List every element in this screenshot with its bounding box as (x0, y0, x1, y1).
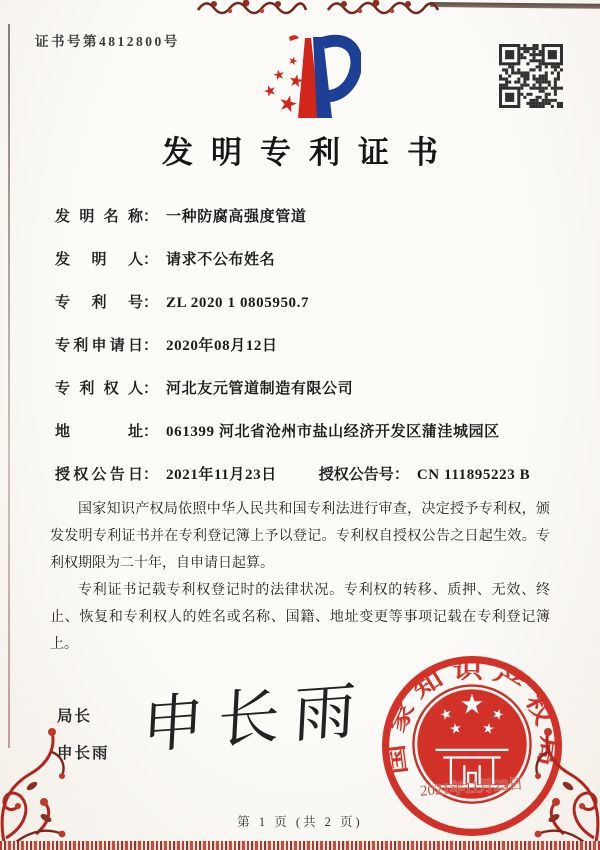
seal-date: 2021年11月23日 (419, 776, 524, 800)
corner-ornament-right (496, 726, 600, 844)
legal-text (50, 496, 550, 658)
corner-ornament-left (0, 726, 104, 844)
field-colon: ： (143, 338, 159, 354)
field-label: 专利申请日 (55, 338, 143, 354)
field-colon: ： (143, 381, 159, 397)
page-title: 发明专利证书 (162, 135, 456, 170)
field-value: 一种防腐高强度管道 (166, 209, 307, 225)
field-row-patent-number (55, 292, 555, 315)
field-label: 发明名称 (55, 209, 143, 225)
field-row-patentee (55, 378, 555, 401)
field-colon: ： (143, 252, 159, 268)
scrollwork-icon (196, 0, 440, 18)
field-label: 地址 (55, 424, 143, 440)
field-colon: ： (143, 424, 159, 440)
field-row-inventor (55, 249, 555, 272)
field-label: 授权公告号 (318, 467, 394, 483)
field-list (55, 206, 555, 507)
field-label: 授权公告日 (55, 467, 143, 483)
field-row-filing-date (55, 335, 555, 358)
signature-handwriting: 申长雨 (140, 676, 372, 762)
signer-name: 申长雨 (57, 745, 110, 762)
field-value: ZL 2020 1 0805950.7 (166, 295, 310, 311)
qr-code (499, 44, 563, 108)
field-value: 河北友元管道制造有限公司 (166, 381, 354, 397)
top-edge-shadow-line (430, 2, 600, 9)
flourish-icon (496, 726, 600, 844)
signer-title: 局长 (57, 708, 93, 725)
top-scrollwork-ornament (196, 0, 440, 18)
field-value: CN 111895223 B (416, 467, 531, 483)
seal-ring-text: 国家知识产权局 (386, 660, 559, 776)
field-row-grant (55, 464, 555, 487)
field-value: 061399 河北省沧州市盐山经济开发区蒲洼城园区 (166, 424, 500, 440)
grant-number-pair (319, 467, 530, 483)
certificate-number: 证书号第4812800号 (35, 34, 180, 49)
field-colon: ： (143, 467, 159, 483)
flourish-icon (0, 726, 104, 844)
cnipa-logo-icon (243, 34, 361, 122)
field-value: 请求不公布姓名 (166, 252, 276, 268)
legal-paragraph-1: 国家知识产权局依照中华人民共和国专利法进行审查，决定授予专利权，颁发发明专利证书并在专利登记簿上予以登记。专利权自授权公告之日起生效。专利权期限为二十年，自申请日起算。 (50, 502, 550, 572)
field-label: 专利权人 (55, 381, 143, 397)
legal-paragraph-2: 专利证书记载专利权登记时的法律状况。专利权的转移、质押、无效、终止、恢复和专利权人的姓名或名称、国籍、地址变更等事项记载在专利登记簿上。 (50, 583, 550, 653)
field-label: 发明人 (55, 252, 143, 268)
field-colon: ： (143, 209, 159, 225)
field-label: 专利号 (55, 295, 143, 311)
field-row-invention-name (55, 206, 555, 229)
field-colon: ： (143, 295, 159, 311)
field-value: 2021年11月23日 (166, 467, 277, 483)
page-indicator: 第 1 页 (共 2 页) (237, 815, 363, 829)
field-row-address (55, 421, 555, 444)
bottom-stripe-border (0, 841, 600, 850)
field-colon: ： (393, 467, 409, 483)
field-value: 2020年08月12日 (166, 338, 278, 354)
